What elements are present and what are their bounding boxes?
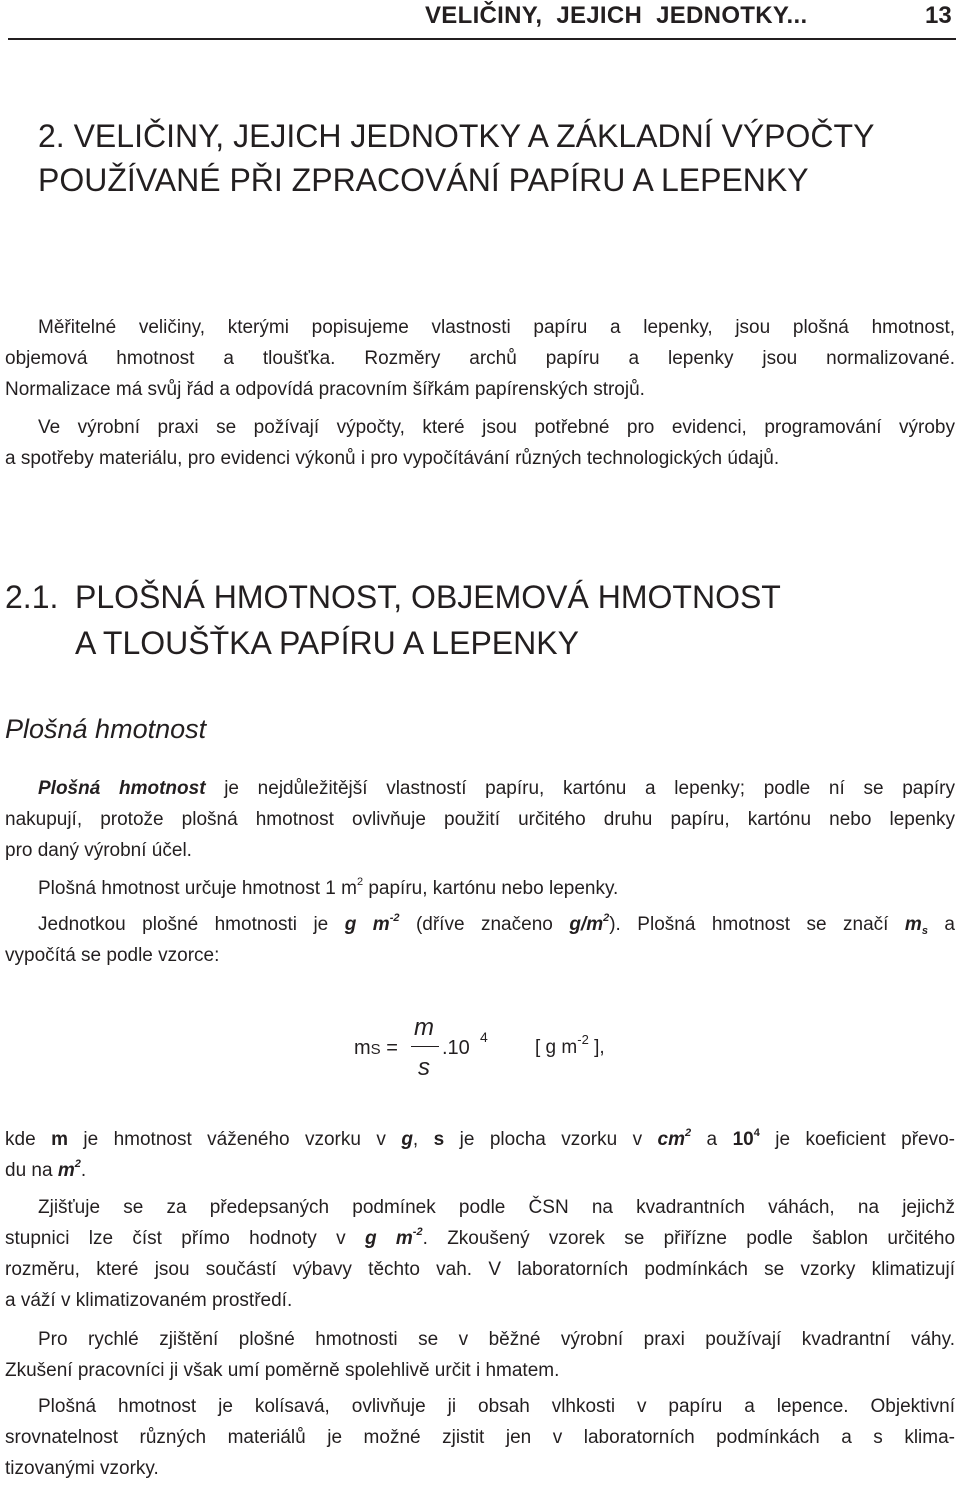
explanation-p4-line-3: tizovanými vzorky. bbox=[5, 1458, 159, 1479]
explanation-p3-line-2: Zkušení pracovníci ji však umí poměrně spolehlivě určit i hmatem. bbox=[5, 1360, 560, 1381]
explanation-p2-line-2: stupnici lze číst přímo hodnoty v g $m^{-2}$. Zkoušený vzorek se přiřízne podle šablon určitého bbox=[5, 1226, 956, 1249]
explanation-paragraph-3 bbox=[5, 1324, 955, 1386]
formula-denominator: s bbox=[418, 1054, 430, 1081]
explanation-p1-line-1: kde m je hmotnost váženého vzorku v g, s je plocha vzorku v $cm^2$ a $10^4$ je koeficient převo- bbox=[5, 1127, 956, 1150]
intro-p1-line-1: Měřitelné veličiny, kterými popisujeme vlastnosti papíru a lepenky, jsou plošná hmotnost, bbox=[38, 317, 955, 338]
explanation-p1-line-2: du na $m^2$. bbox=[5, 1158, 87, 1181]
definition-line-3: pro daný výrobní účel. bbox=[5, 840, 192, 861]
definition-paragraph bbox=[5, 773, 955, 866]
section-title-line-1: PLOŠNÁ HMOTNOST, OBJEMOVÁ HMOTNOST bbox=[75, 579, 781, 615]
formula-numerator: m bbox=[414, 1014, 434, 1041]
formula-exponent: 4 bbox=[480, 1029, 488, 1045]
intro-p1-line-3: Normalizace má svůj řád a odpovídá pracovním šířkám papírenských strojů. bbox=[5, 379, 645, 400]
explanation-paragraph-4 bbox=[5, 1391, 955, 1484]
unit-line-1: Jednotkou plošné hmotnosti je g $m^{-2}$ (dříve značeno $g/m^2$). Plošná hmotnost se značí $m_s$ a bbox=[38, 912, 955, 937]
intro-paragraph-2 bbox=[5, 412, 955, 474]
section-title-line-2: A TLOUŠŤKA PAPÍRU A LEPENKY bbox=[75, 625, 579, 661]
intro-paragraph-1 bbox=[5, 312, 955, 405]
chapter-title-line-2: POUŽÍVANÉ PŘI ZPRACOVÁNÍ PAPÍRU A LEPENKY bbox=[38, 162, 809, 198]
explanation-p2-line-3: rozměru, které jsou součástí výbavy těchto vah. V laboratorních podmínkách se vzorky klimatizují bbox=[5, 1259, 955, 1280]
subsection-heading: Plošná hmotnost bbox=[5, 714, 207, 744]
definition-line-2: nakupují, protože plošná hmotnost ovlivňuje použití určitého druhu papíru, kartónu nebo lepenky bbox=[5, 809, 955, 830]
running-title: VELIČINY, JEJICH JEDNOTKY... bbox=[425, 2, 808, 29]
unit-area-line: Plošná hmotnost určuje hmotnost 1 $m^2$ papíru, kartónu nebo lepenky. bbox=[38, 876, 619, 899]
page-number: 13 bbox=[925, 2, 952, 29]
section-heading bbox=[5, 574, 781, 666]
running-header bbox=[0, 0, 960, 40]
unit-area-paragraph bbox=[5, 873, 955, 904]
intro-p2-line-1: Ve výrobní praxi se požívají výpočty, které jsou potřebné pro evidenci, programování výroby bbox=[38, 417, 955, 438]
formula-lhs: mS = bbox=[354, 1037, 404, 1059]
section-number: 2.1. bbox=[5, 579, 59, 615]
formula-multiplier: .10 bbox=[442, 1037, 470, 1059]
header-rule bbox=[8, 38, 956, 40]
explanation-p2-line-4: a váží v klimatizovaném prostředí. bbox=[5, 1290, 293, 1311]
formula-unit: [ g $m^{-2}$ ], bbox=[535, 1032, 605, 1058]
explanation-p4-line-2: srovnatelnost různých materiálů je možné zjistit jen v laboratorních podmínkách a s klima- bbox=[5, 1427, 955, 1448]
unit-line-2: vypočítá se podle vzorce: bbox=[5, 945, 220, 966]
explanation-paragraph-1 bbox=[5, 1124, 955, 1186]
explanation-paragraph-2 bbox=[5, 1192, 955, 1316]
explanation-p4-line-1: Plošná hmotnost je kolísavá, ovlivňuje ji obsah vlhkosti v papíru a lepence. Objektivní bbox=[38, 1396, 955, 1417]
term-bold: Plošná hmotnost bbox=[38, 778, 206, 799]
chapter-title bbox=[38, 114, 874, 202]
explanation-p2-line-1: Zjišťuje se za předepsaných podmínek podle ČSN na kvadrantních váhách, na jejichž bbox=[38, 1197, 955, 1218]
fraction-bar bbox=[411, 1046, 439, 1047]
unit-paragraph bbox=[5, 909, 955, 971]
formula bbox=[0, 1010, 960, 1085]
intro-p1-line-2: objemová hmotnost a tloušťka. Rozměry archů papíru a lepenky jsou normalizované. bbox=[5, 348, 955, 369]
explanation-p3-line-1: Pro rychlé zjištění plošné hmotnosti se v běžné výrobní praxi používají kvadrantní váhy. bbox=[38, 1329, 955, 1350]
chapter-title-line-1: 2. VELIČINY, JEJICH JEDNOTKY A ZÁKLADNÍ VÝPOČTY bbox=[38, 118, 875, 154]
intro-p2-line-2: a spotřeby materiálu, pro evidenci výkonů i pro vypočítávání různých technologických údajů. bbox=[5, 448, 780, 469]
definition-line-1: Plošná hmotnost je nejdůležitější vlastností papíru, kartónu a lepenky; podle ní se papíry bbox=[38, 778, 955, 799]
